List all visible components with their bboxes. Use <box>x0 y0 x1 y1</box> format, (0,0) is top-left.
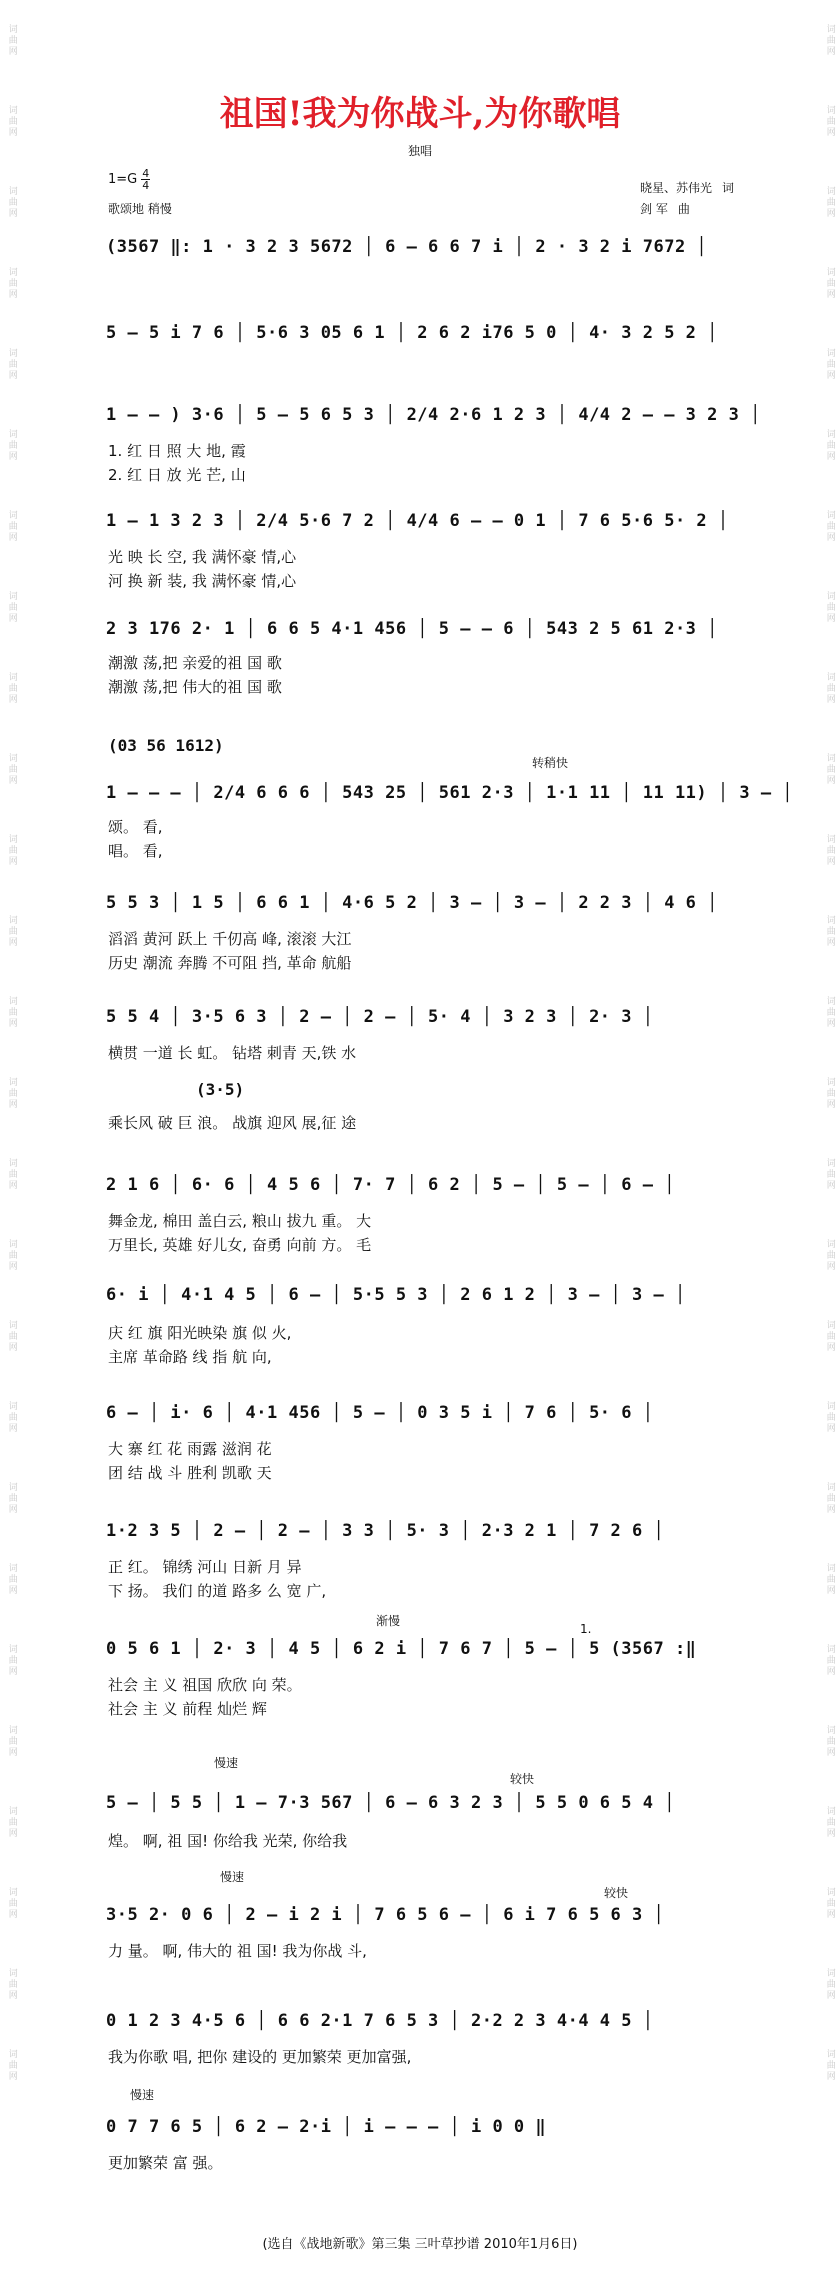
lyric-line-verse-2 <box>108 676 768 697</box>
notation-line: 5 – │ 5 5 │ 1 – 7·3 567 │ 6 – 6 3 2 3 │ 5 5 0 6 5 4 │ <box>106 1793 675 1813</box>
notation-line: 1 – 1 3 2 3 │ 2/4 5·6 7 2 │ 4/4 6 – – 0 1 │ 7 6 5·6 5· 2 │ <box>106 511 729 531</box>
staff-system-18 <box>106 2104 766 2150</box>
watermark-text: 词曲网 <box>824 591 835 624</box>
staff-system-11 <box>106 1272 766 1318</box>
lyric-text: 唱。 看, <box>108 842 163 860</box>
credit-names: 剑 军 <box>640 202 668 216</box>
notation-line: 0 5 6 1 │ 2· 3 │ 4 5 │ 6 2 i │ 7 6 7 │ 5 – │ 5 (3567 :‖ <box>106 1639 697 1659</box>
watermark-text: 词曲网 <box>824 1806 835 1839</box>
watermark-text: 词曲网 <box>6 591 17 624</box>
watermark-text: 词曲网 <box>6 105 17 138</box>
lyric-text: 社会 主 义 前程 灿烂 辉 <box>108 1700 267 1718</box>
staff-system-7 <box>106 880 766 926</box>
watermark-text: 词曲网 <box>6 267 17 300</box>
lyric-text: 庆 红 旗 阳光映染 旗 似 火, <box>108 1324 292 1342</box>
lyric-text: 更加繁荣 富 强。 <box>108 2154 223 2172</box>
watermark-text: 词曲网 <box>6 429 17 462</box>
notation-line: 1·2 3 5 │ 2 – │ 2 – │ 3 3 │ 5· 3 │ 2·3 2 1 │ 7 2 6 │ <box>106 1521 665 1541</box>
watermark-text: 词曲网 <box>6 996 17 1029</box>
watermark-text: 词曲网 <box>6 510 17 543</box>
watermark-text: 词曲网 <box>6 1482 17 1515</box>
watermark-text: 词曲网 <box>6 1239 17 1272</box>
notation-line: 5 5 3 │ 1 5 │ 6 6 1 │ 4·6 5 2 │ 3 – │ 3 – │ 2 2 3 │ 4 6 │ <box>106 893 718 913</box>
watermark-text: 词曲网 <box>6 915 17 948</box>
watermark-text: 词曲网 <box>6 1887 17 1920</box>
lyric-text: 社会 主 义 祖国 欣欣 向 荣。 <box>108 1676 302 1694</box>
lyric-line-verse-1 <box>108 1042 768 1063</box>
alternate-notes: (3·5) <box>196 1080 245 1099</box>
interlude-notes: (03 56 1612) <box>108 736 224 755</box>
watermark-text: 词曲网 <box>824 2049 835 2082</box>
watermark-text: 词曲网 <box>6 1563 17 1596</box>
staff-system-10 <box>106 1162 766 1208</box>
watermark-text: 词曲网 <box>6 1158 17 1191</box>
staff-system-14 <box>106 1626 766 1672</box>
notation-line: 1 – – ) 3·6 │ 5 – 5 6 5 3 │ 2/4 2·6 1 2 3 │ 4/4 2 – – 3 2 3 │ <box>106 405 761 425</box>
staff-system-6 <box>106 770 794 816</box>
time-top: 4 <box>142 167 150 180</box>
watermark-text: 词曲网 <box>6 24 17 57</box>
lyric-text: 潮激 荡,把 伟大的祖 国 歌 <box>108 678 282 696</box>
notation-line: 2 1 6 │ 6· 6 │ 4 5 6 │ 7· 7 │ 6 2 │ 5 – │ 5 – │ 6 – │ <box>106 1175 675 1195</box>
watermark-text: 词曲网 <box>824 429 835 462</box>
notation-line: 2 3 176 2· 1 │ 6 6 5 4·1 456 │ 5 – – 6 │ 543 2 5 61 2·3 │ <box>106 619 718 639</box>
watermark-text: 词曲网 <box>824 348 835 381</box>
lyric-line <box>108 2152 768 2173</box>
tempo-gradual-slow: 渐慢 <box>376 1614 401 1628</box>
left-watermark-column <box>2 0 20 2279</box>
lyric-line-verse-1 <box>108 440 768 461</box>
watermark-text: 词曲网 <box>824 1725 835 1758</box>
staff-system-8 <box>106 994 766 1040</box>
lyric-line-verse-2 <box>108 1234 768 1255</box>
watermark-text: 词曲网 <box>824 1644 835 1677</box>
lyric-text: 下 扬。 我们 的道 路多 么 宽 广, <box>108 1582 327 1600</box>
lyric-line-verse-1 <box>108 546 768 567</box>
lyric-line-verse-2 <box>108 1346 768 1367</box>
staff-system-5 <box>106 606 766 652</box>
lyric-line <box>108 2046 768 2067</box>
lyric-text: 历史 潮流 奔腾 不可阻 挡, 革命 航船 <box>108 954 352 972</box>
tempo-slow: 慢速 <box>130 2088 155 2102</box>
notation-line: 6 – │ i· 6 │ 4·1 456 │ 5 – │ 0 3 5 i │ 7 6 │ 5· 6 │ <box>106 1403 654 1423</box>
lyric-line-verse-1 <box>108 1322 768 1343</box>
lyric-line <box>108 1940 768 1961</box>
lyric-line-verse-2 <box>108 570 768 591</box>
watermark-text: 词曲网 <box>6 1320 17 1353</box>
staff-system-12 <box>106 1390 766 1436</box>
watermark-text: 词曲网 <box>6 1401 17 1434</box>
watermark-text: 词曲网 <box>6 1644 17 1677</box>
lyric-line-verse-1 <box>108 1674 768 1695</box>
lyric-line-verse-2 <box>108 1462 768 1483</box>
watermark-text: 词曲网 <box>824 24 835 57</box>
staff-system-4 <box>106 498 766 544</box>
credit-names: 晓星、苏伟光 <box>640 181 713 195</box>
lyric-text: 颂。 看, <box>108 818 163 836</box>
staff-system-3 <box>106 392 766 438</box>
lyricist-credit <box>640 178 734 199</box>
watermark-text: 词曲网 <box>824 186 835 219</box>
notation-line: 0 7 7 6 5 │ 6 2 – 2·i │ i – – – │ i 0 0 ‖ <box>106 2117 547 2137</box>
lyric-line-verse-1 <box>108 816 768 837</box>
time-signature <box>141 168 150 191</box>
staff-system-15 <box>106 1780 766 1826</box>
watermark-text: 词曲网 <box>824 1401 835 1434</box>
lyric-text: 2. 红 日 放 光 芒, 山 <box>108 466 246 484</box>
lyric-text: 1. 红 日 照 大 地, 霞 <box>108 442 246 460</box>
key-signature <box>108 168 150 191</box>
tempo-slow: 慢速 <box>220 1870 245 1884</box>
lyric-text: 河 换 新 装, 我 满怀豪 情,心 <box>108 572 297 590</box>
lyric-text: 团 结 战 斗 胜利 凯歌 天 <box>108 1464 272 1482</box>
lyric-text: 光 映 长 空, 我 满怀豪 情,心 <box>108 548 297 566</box>
watermark-text: 词曲网 <box>6 834 17 867</box>
lyric-line-verse-1 <box>108 652 768 673</box>
time-bottom: 4 <box>142 179 150 192</box>
lyric-text: 滔滔 黄河 跃上 千仞高 峰, 滚滚 大江 <box>108 930 352 948</box>
tempo-marking: 歌颂地 稍慢 <box>108 202 172 216</box>
lyric-line-verse-1 <box>108 1210 768 1231</box>
notation-line: 1 – – – │ 2/4 6 6 6 │ 543 25 │ 561 2·3 │ 1·1 11 │ 11 11) │ 3 – │ <box>106 783 794 803</box>
lyric-text: 大 寨 红 花 雨露 滋润 花 <box>108 1440 272 1458</box>
watermark-text: 词曲网 <box>824 1887 835 1920</box>
lyric-text: 横贯 一道 长 虹。 钻塔 刺青 天,铁 水 <box>108 1044 357 1062</box>
lyric-text: 力 量。 啊, 伟大的 祖 国! 我为你战 斗, <box>108 1942 367 1960</box>
watermark-text: 词曲网 <box>824 672 835 705</box>
notation-line: 5 – 5 i 7 6 │ 5·6 3 05 6 1 │ 2 6 2 i76 5 0 │ 4· 3 2 5 2 │ <box>106 323 718 343</box>
lyric-text: 乘长风 破 巨 浪。 战旗 迎风 展,征 途 <box>108 1114 357 1132</box>
lyric-line-verse-2 <box>108 464 768 485</box>
volta-1-mark: 1. <box>580 1622 592 1636</box>
credit-role: 词 <box>722 181 735 195</box>
staff-system-17 <box>106 1998 766 2044</box>
watermark-text: 词曲网 <box>824 834 835 867</box>
lyric-line-verse-2 <box>108 840 768 861</box>
lyric-text: 主席 革命路 线 指 航 向, <box>108 1348 272 1366</box>
credits <box>640 178 734 220</box>
watermark-text: 词曲网 <box>6 348 17 381</box>
song-title: 祖国!我为你战斗,为你歌唱 <box>219 94 621 134</box>
watermark-text: 词曲网 <box>824 510 835 543</box>
lyric-line-verse-2 <box>108 1112 768 1133</box>
notation-line: 5 5 4 │ 3·5 6 3 │ 2 – │ 2 – │ 5· 4 │ 3 2 3 │ 2· 3 │ <box>106 1007 654 1027</box>
watermark-text: 词曲网 <box>6 753 17 786</box>
staff-system-2 <box>106 310 766 356</box>
watermark-text: 词曲网 <box>824 1320 835 1353</box>
watermark-text: 词曲网 <box>6 186 17 219</box>
notation-line: 0 1 2 3 4·5 6 │ 6 6 2·1 7 6 5 3 │ 2·2 2 3 4·4 4 5 │ <box>106 2011 654 2031</box>
lyric-line-verse-2 <box>108 952 768 973</box>
lyric-line-verse-1 <box>108 928 768 949</box>
watermark-text: 词曲网 <box>6 672 17 705</box>
lyric-line-verse-1 <box>108 1556 768 1577</box>
watermark-text: 词曲网 <box>6 2049 17 2082</box>
watermark-text: 词曲网 <box>824 996 835 1029</box>
tempo-slow: 慢速 <box>214 1756 239 1770</box>
watermark-text: 词曲网 <box>824 1968 835 2001</box>
tempo-faster: 较快 <box>510 1772 535 1786</box>
lyric-text: 万里长, 英雄 好儿女, 奋勇 向前 方。 毛 <box>108 1236 372 1254</box>
watermark-text: 词曲网 <box>6 1077 17 1110</box>
lyric-text: 我为你歌 唱, 把你 建设的 更加繁荣 更加富强, <box>108 2048 412 2066</box>
staff-system-1 <box>106 224 766 270</box>
notation-line: (3567 ‖: 1 · 3 2 3 5672 │ 6 – 6 6 7 i │ 2 · 3 2 i 7672 │ <box>106 237 708 257</box>
credit-role: 曲 <box>677 202 690 216</box>
staff-system-16 <box>106 1892 766 1938</box>
lyric-line-verse-2 <box>108 1698 768 1719</box>
lyric-text: 潮激 荡,把 亲爱的祖 国 歌 <box>108 654 282 672</box>
notation-line: 3·5 2· 0 6 │ 2 – i 2 i │ 7 6 5 6 – │ 6 i 7 6 5 6 3 │ <box>106 1905 665 1925</box>
watermark-text: 词曲网 <box>824 1158 835 1191</box>
watermark-text: 词曲网 <box>6 1968 17 2001</box>
watermark-text: 词曲网 <box>824 1563 835 1596</box>
lyric-line <box>108 1830 768 1851</box>
tempo-change-faster: 转稍快 <box>532 756 569 770</box>
watermark-text: 词曲网 <box>824 267 835 300</box>
watermark-text: 词曲网 <box>6 1806 17 1839</box>
tempo-faster: 较快 <box>604 1886 629 1900</box>
composer-credit <box>640 199 734 220</box>
right-watermark-column <box>820 0 838 2279</box>
staff-system-13 <box>106 1508 766 1554</box>
notation-line: 6· i │ 4·1 4 5 │ 6 – │ 5·5 5 3 │ 2 6 1 2 │ 3 – │ 3 – │ <box>106 1285 686 1305</box>
performance-type: 独唱 <box>407 144 432 158</box>
watermark-text: 词曲网 <box>824 105 835 138</box>
watermark-text: 词曲网 <box>824 1482 835 1515</box>
watermark-text: 词曲网 <box>824 1239 835 1272</box>
source-footer: (选自《战地新歌》第三集 三叶草抄谱 2010年1月6日) <box>262 2237 578 2252</box>
watermark-text: 词曲网 <box>6 1725 17 1758</box>
lyric-text: 正 红。 锦绣 河山 日新 月 异 <box>108 1558 302 1576</box>
lyric-text: 舞金龙, 棉田 盖白云, 粮山 拔九 重。 大 <box>108 1212 372 1230</box>
lyric-line-verse-2 <box>108 1580 768 1601</box>
key-label: 1=G <box>108 172 138 187</box>
lyric-line-verse-1 <box>108 1438 768 1459</box>
watermark-text: 词曲网 <box>824 1077 835 1110</box>
watermark-text: 词曲网 <box>824 915 835 948</box>
watermark-text: 词曲网 <box>824 753 835 786</box>
lyric-text: 煌。 啊, 祖 国! 你给我 光荣, 你给我 <box>108 1832 348 1850</box>
